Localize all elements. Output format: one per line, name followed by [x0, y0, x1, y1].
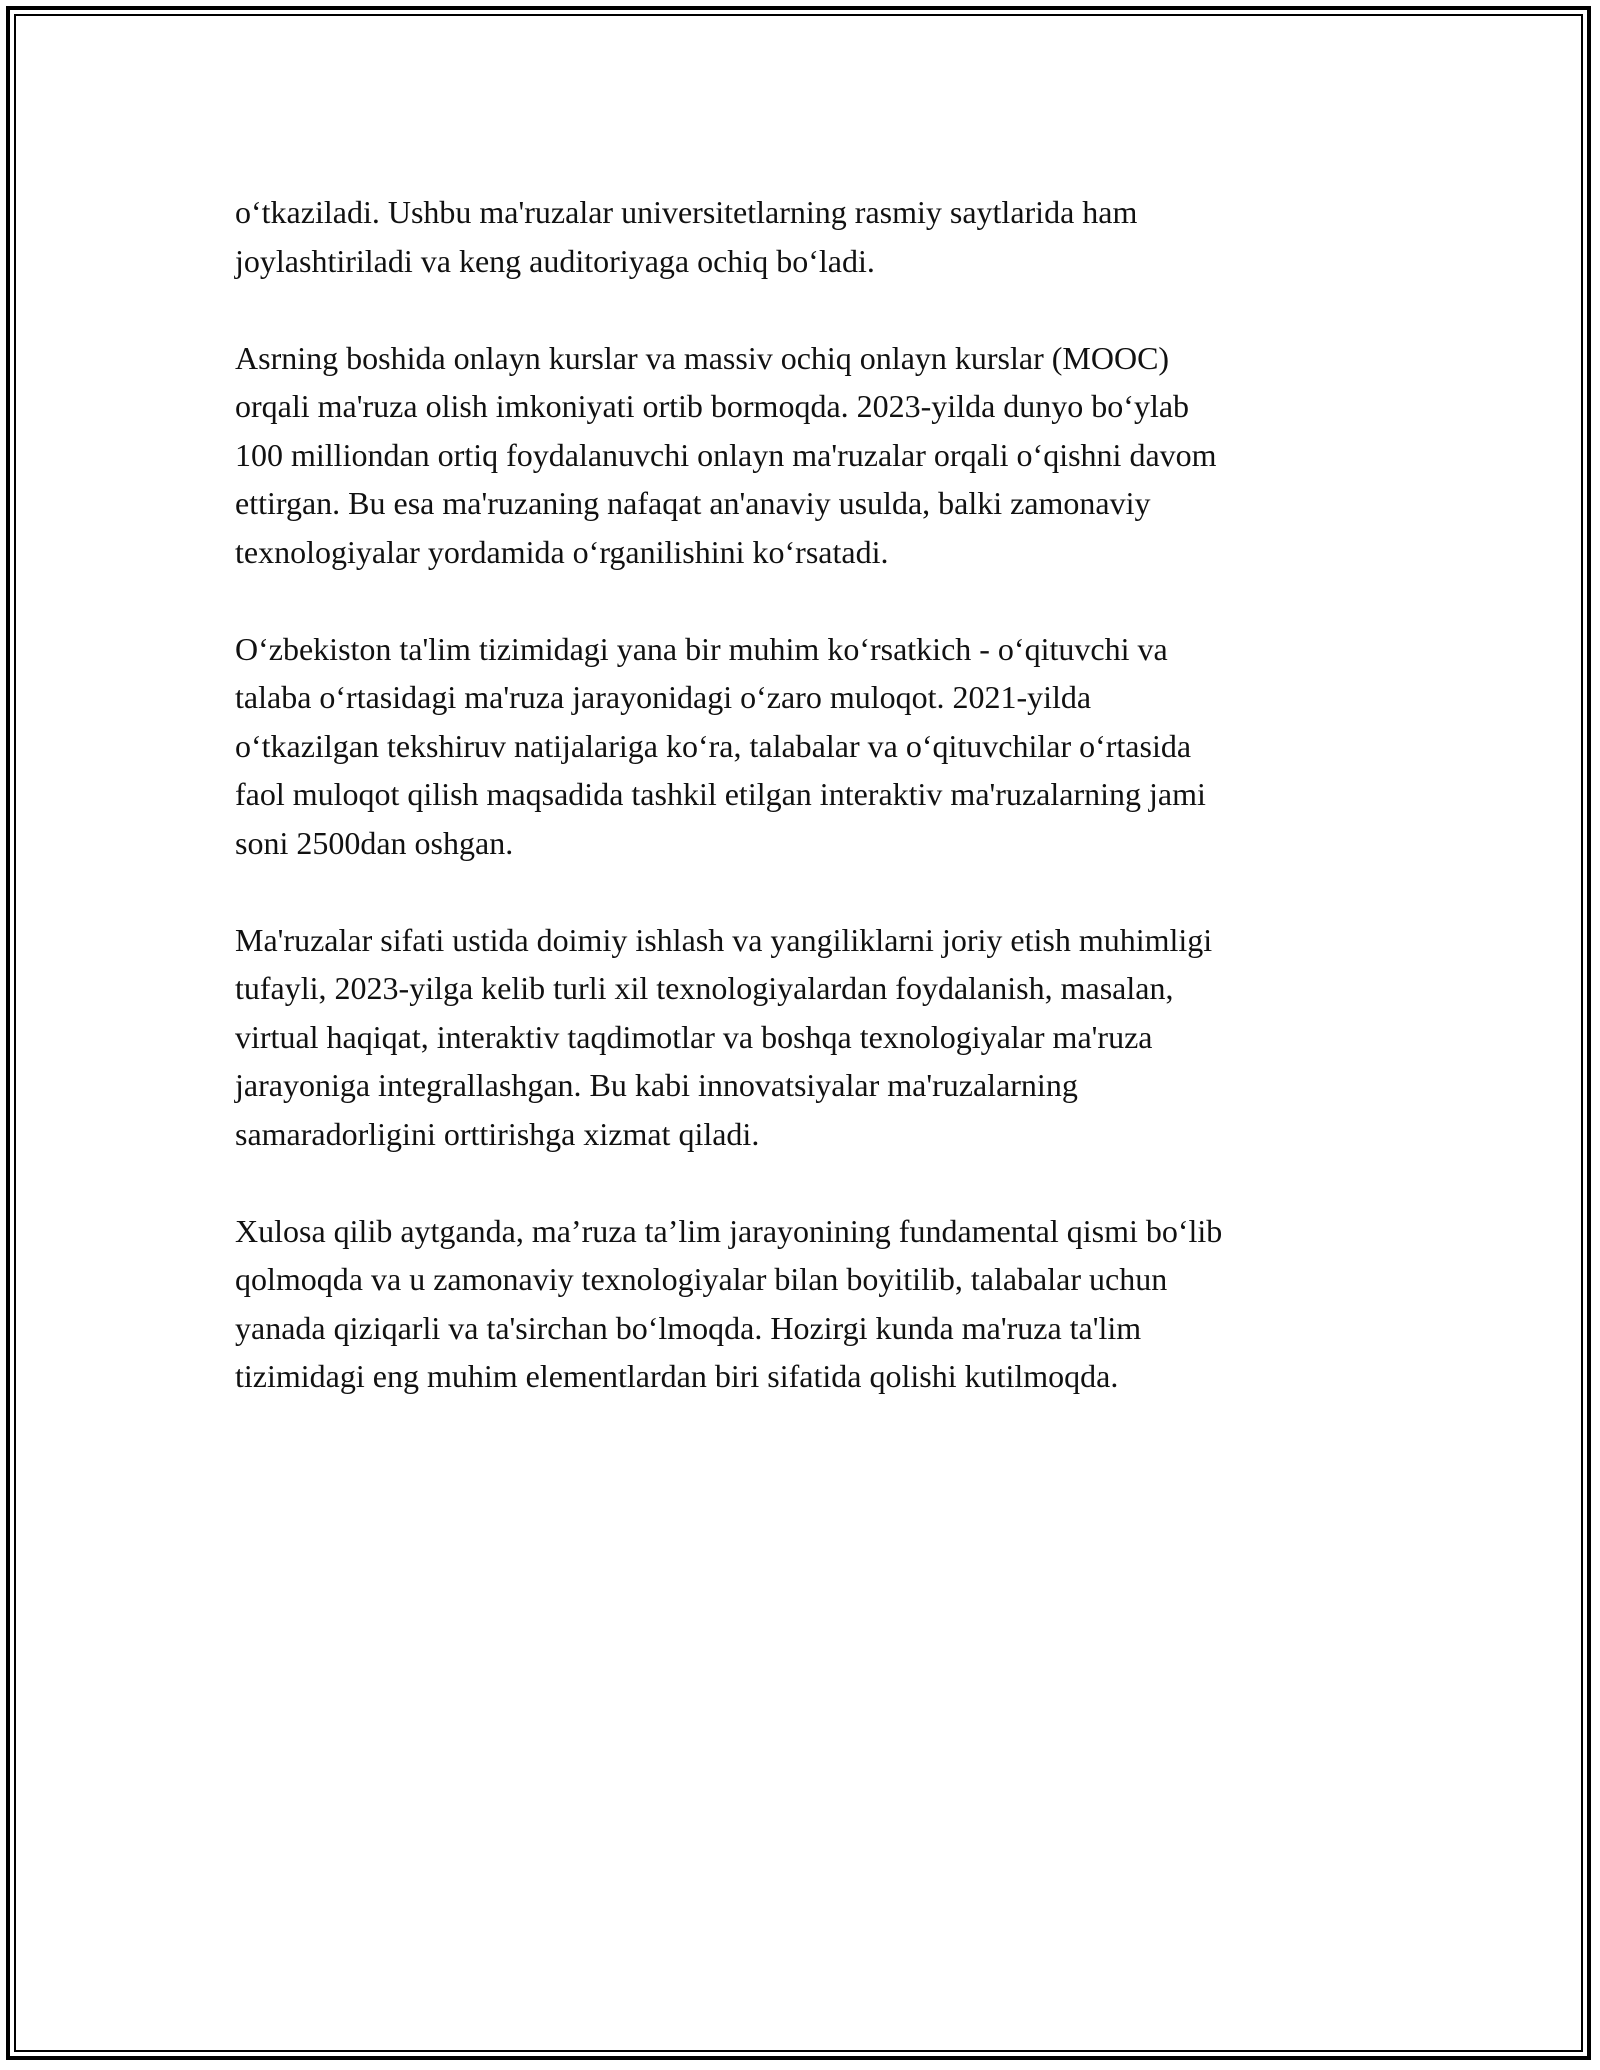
paragraph-2: Asrning boshida onlayn kurslar va massiv ochiq onlayn kurslar (MOOC) orqali ma'ruza olish imkoniyati ortib bormoqda. 2023-yilda dunyo bo‘ylab 100 milliondan ortiq foydalanuvchi onlayn ma'ruzalar orqali o‘qishni davom ettirgan. Bu esa ma'ruzaning nafaqat an'anaviy usulda, balki zamonaviy texnologiyalar yordamida o‘rganilishini ko‘rsatadi. — [235, 339, 1217, 570]
paragraph-1: o‘tkaziladi. Ushbu ma'ruzalar universitetlarning rasmiy saytlarida ham joylashtiriladi va keng auditoriyaga ochiq bo‘ladi. — [235, 194, 1138, 279]
document-body — [235, 188, 1375, 1449]
paragraph-5: Xulosa qilib aytganda, ma’ruza ta’lim jarayonining fundamental qismi bo‘lib qolmoqda va u zamonaviy texnologiyalar bilan boyitilib, talabalar uchun yanada qiziqarli va ta'sirchan bo‘lmoqda. Hozirgi kunda ma'ruza ta'lim tizimidagi eng muhim elementlardan biri sifatida qolishi kutilmoqda. — [235, 1212, 1223, 1394]
paragraph-3: O‘zbekiston ta'lim tizimidagi yana bir muhim ko‘rsatkich - o‘qituvchi va talaba o‘rtasidagi ma'ruza jarayonidagi o‘zaro muloqot. 2021-yilda o‘tkazilgan tekshiruv natijalariga ko‘ra, talabalar va o‘qituvchilar o‘rtasida faol muloqot qilish maqsadida tashkil etilgan interaktiv ma'ruzalarning jami soni 2500dan oshgan. — [235, 630, 1206, 861]
paragraph-4: Ma'ruzalar sifati ustida doimiy ishlash va yangiliklarni joriy etish muhimligi tufayli, 2023-yilga kelib turli xil texnologiyalardan foydalanish, masalan, virtual haqiqat, interaktiv taqdimotlar va boshqa texnologiyalar ma'ruza jarayoniga integrallashgan. Bu kabi innovatsiyalar ma'ruzalarning samaradorligini orttirishga xizmat qiladi. — [235, 921, 1213, 1152]
